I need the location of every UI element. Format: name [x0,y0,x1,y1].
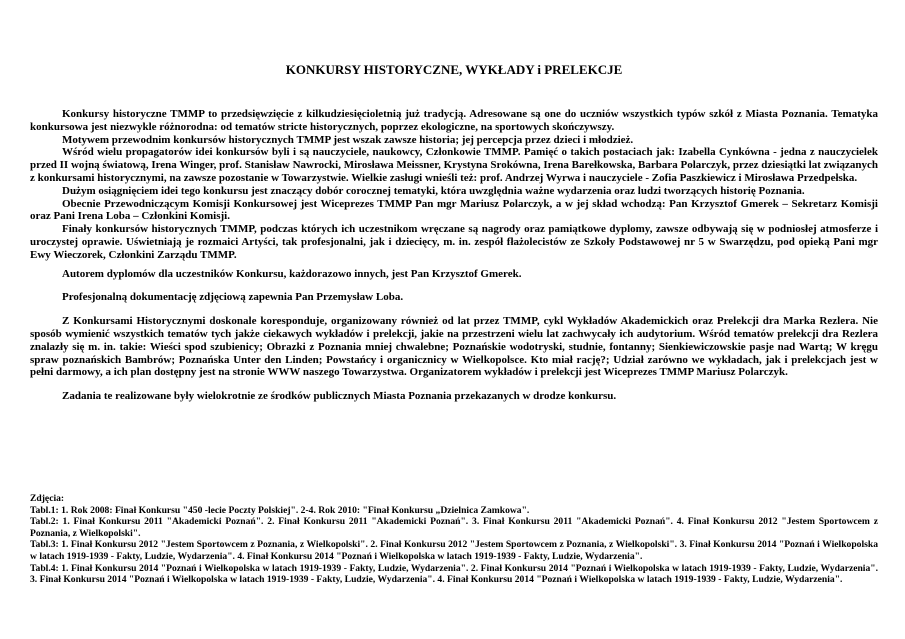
document-page [30,0,878,639]
spacer [30,280,878,291]
paragraph-motive: Motywem przewodnim konkursów historycznych TMMP jest wszak zawsze historia; jej percepcja przez dzieci i młodzież. [62,133,634,146]
photo-captions-heading: Zdjęcia: [30,493,65,504]
photo-caption-tabl-1: Tabl.1: 1. Rok 2008: Finał Konkursu "450 -lecie Poczty Polskiej". 2-4. Rok 2010: "Finał Konkursu „Dzielnica Zamkowa". [30,504,530,516]
paragraph-commission: Obecnie Przewodniczącym Komisji Konkursowej jest Wiceprezes TMMP Pan mgr Mariusz Polarczyk, a w jej skład wchodzą: Pan Krzysztof Gmerek – Sekretarz Komisji oraz Pani Irena Loba – Członkini Komisji. [30,197,878,223]
paragraph-intro: Konkursy historyczne TMMP to przedsięwzięcie z kilkudziesięcioletnią już tradycją. Adresowane są one do uczniów wszystkich typów szkół z Miasta Poznania. Tematyka konkursowa jest niezwykle różnorodna: od tematów stricte historycznych, poprzez ekologiczne, na sportowych skończywszy. [30,108,878,133]
spacer [30,379,878,390]
paragraph-propagators: Wśród wielu propagatorów idei konkursów byli i są nauczyciele, naukowcy, Członkowie TMMP. Pamięć o takich postaciach jak: Izabella Cynkówna - jedna z nauczycielek przed II wojną światową, Irena Winger, prof. Stanisław Nawrocki, Mirosława Meissner, Krystyna Srokówna, Irena Barełkowska, Barbara Polarczyk, przez dziesiątki lat związanych z konkursami historycznymi, na zawsze pozostanie w Towarzystwie. Wielkie zasługi wnieśli też: prof. Andrzej Wyrwa i nauczyciele - Zofia Paszkiewicz i Mirosława Przedpełska. [30,146,878,184]
photo-caption-tabl-4: Tabl.4: 1. Finał Konkursu 2014 "Poznań i Wielkopolska w latach 1919-1939 - Fakty, Ludzie, Wydarzenia". 2. Finał Konkursu 2014 "Poznań i Wielkopolska w latach 1919-1939 - Fakty, Ludzie, Wydarzenia". 3. Finał Konkursu 2014 "Poznań i Wielkopolska w latach 1919-1939 - Fakty, Ludzie, Wydarzenia". 4. Finał Konkursu 2014 "Poznań i Wielkopolska w latach 1919-1939 - Fakty, Ludzie, Wydarzenia". [30,562,878,586]
paragraph-diplomas: Autorem dyplomów dla uczestników Konkursu, każdorazowo innych, jest Pan Krzysztof Gmerek. [62,267,522,280]
photo-caption-tabl-2: Tabl.2: 1. Finał Konkursu 2011 "Akademicki Poznań". 2. Finał Konkursu 2011 "Akademicki Poznań". 3. Finał Konkursu 2011 "Akademicki Poznań". 4. Finał Konkursu 2012 "Jestem Sportowcem z Poznania, z Wielkopolski". [30,516,878,539]
paragraph-finals: Finały konkursów historycznych TMMP, podczas których ich uczestnikom wręczane są nagrody oraz pamiątkowe dyplomy, zawsze odbywają się w podniosłej atmosferze i uroczystej oprawie. Uświetniają je rozmaici Artyści, tak profesjonalni, jak i dziecięcy, m. in. zespół fłażolecistów ze Szkoły Podstawowej nr 5 w Swarzędzu, pod opieką Pani mgr Ewy Wieczorek, Członkini Zarządu TMMP. [30,223,878,261]
document-body [30,108,878,403]
photo-caption-tabl-3: Tabl.3: 1. Finał Konkursu 2012 "Jestem Sportowcem z Poznania, z Wielkopolski". 2. Finał Konkursu 2012 "Jestem Sportowcem z Poznania, z Wielkopolski". 3. Finał Konkursu 2014 "Poznań i Wielkopolska w latach 1919-1939 - Fakty, Ludzie, Wydarzenia". 4. Finał Konkursu 2014 "Poznań i Wielkopolska w latach 1919-1939 - Fakty, Ludzie, Wydarzenia". [30,539,878,562]
paragraph-photo-documentation: Profesjonalną dokumentację zdjęciową zapewnia Pan Przemysław Loba. [62,291,404,304]
paragraph-lectures: Z Konkursami Historycznymi doskonale koresponduje, organizowany również od lat przez TMMP, cykl Wykładów Akademickich oraz Prelekcji dra Marka Rezlera. Nie sposób wymienić wszystkich tematów tych jakże ciekawych wykładów i prelekcji, jakie na przestrzeni wielu lat zachwycały ich audytorium. Wśród tematów prelekcji dra Rezlera znalazły się m. in. takie: Wieści spod szubienicy; Obrazki z Poznania mniej chwalebne; Poznańskie wodotryski, studnie, fontanny; Sienkiewiczowskie pasje nad Wartą; W kręgu spraw poznańskich Bambrów; Poznańska Unter den Linden; Powstańcy i organicznicy w Wielkopolsce. Kto miał rację?; Udział zarówno we wykładach, jak i prelekcjach jest w pełni darmowy, a ich plan dostępny jest na stronie WWW naszego Towarzystwa. Organizatorem wykładów i prelekcji jest Wiceprezes TMMP Mariusz Polarczyk. [30,315,878,379]
paragraph-achievement: Dużym osiągnięciem idei tego konkursu jest znaczący dobór corocznej tematyki, która uwzględnia ważne wydarzenia oraz ludzi tworzących historię Poznania. [62,184,805,197]
spacer [30,304,878,315]
paragraph-funding: Zadania te realizowane były wielokrotnie ze środków publicznych Miasta Poznania przekazanych w drodze konkursu. [62,390,617,403]
photo-captions [30,493,878,586]
page-title: KONKURSY HISTORYCZNE, WYKŁADY i PRELEKCJE [285,62,623,77]
